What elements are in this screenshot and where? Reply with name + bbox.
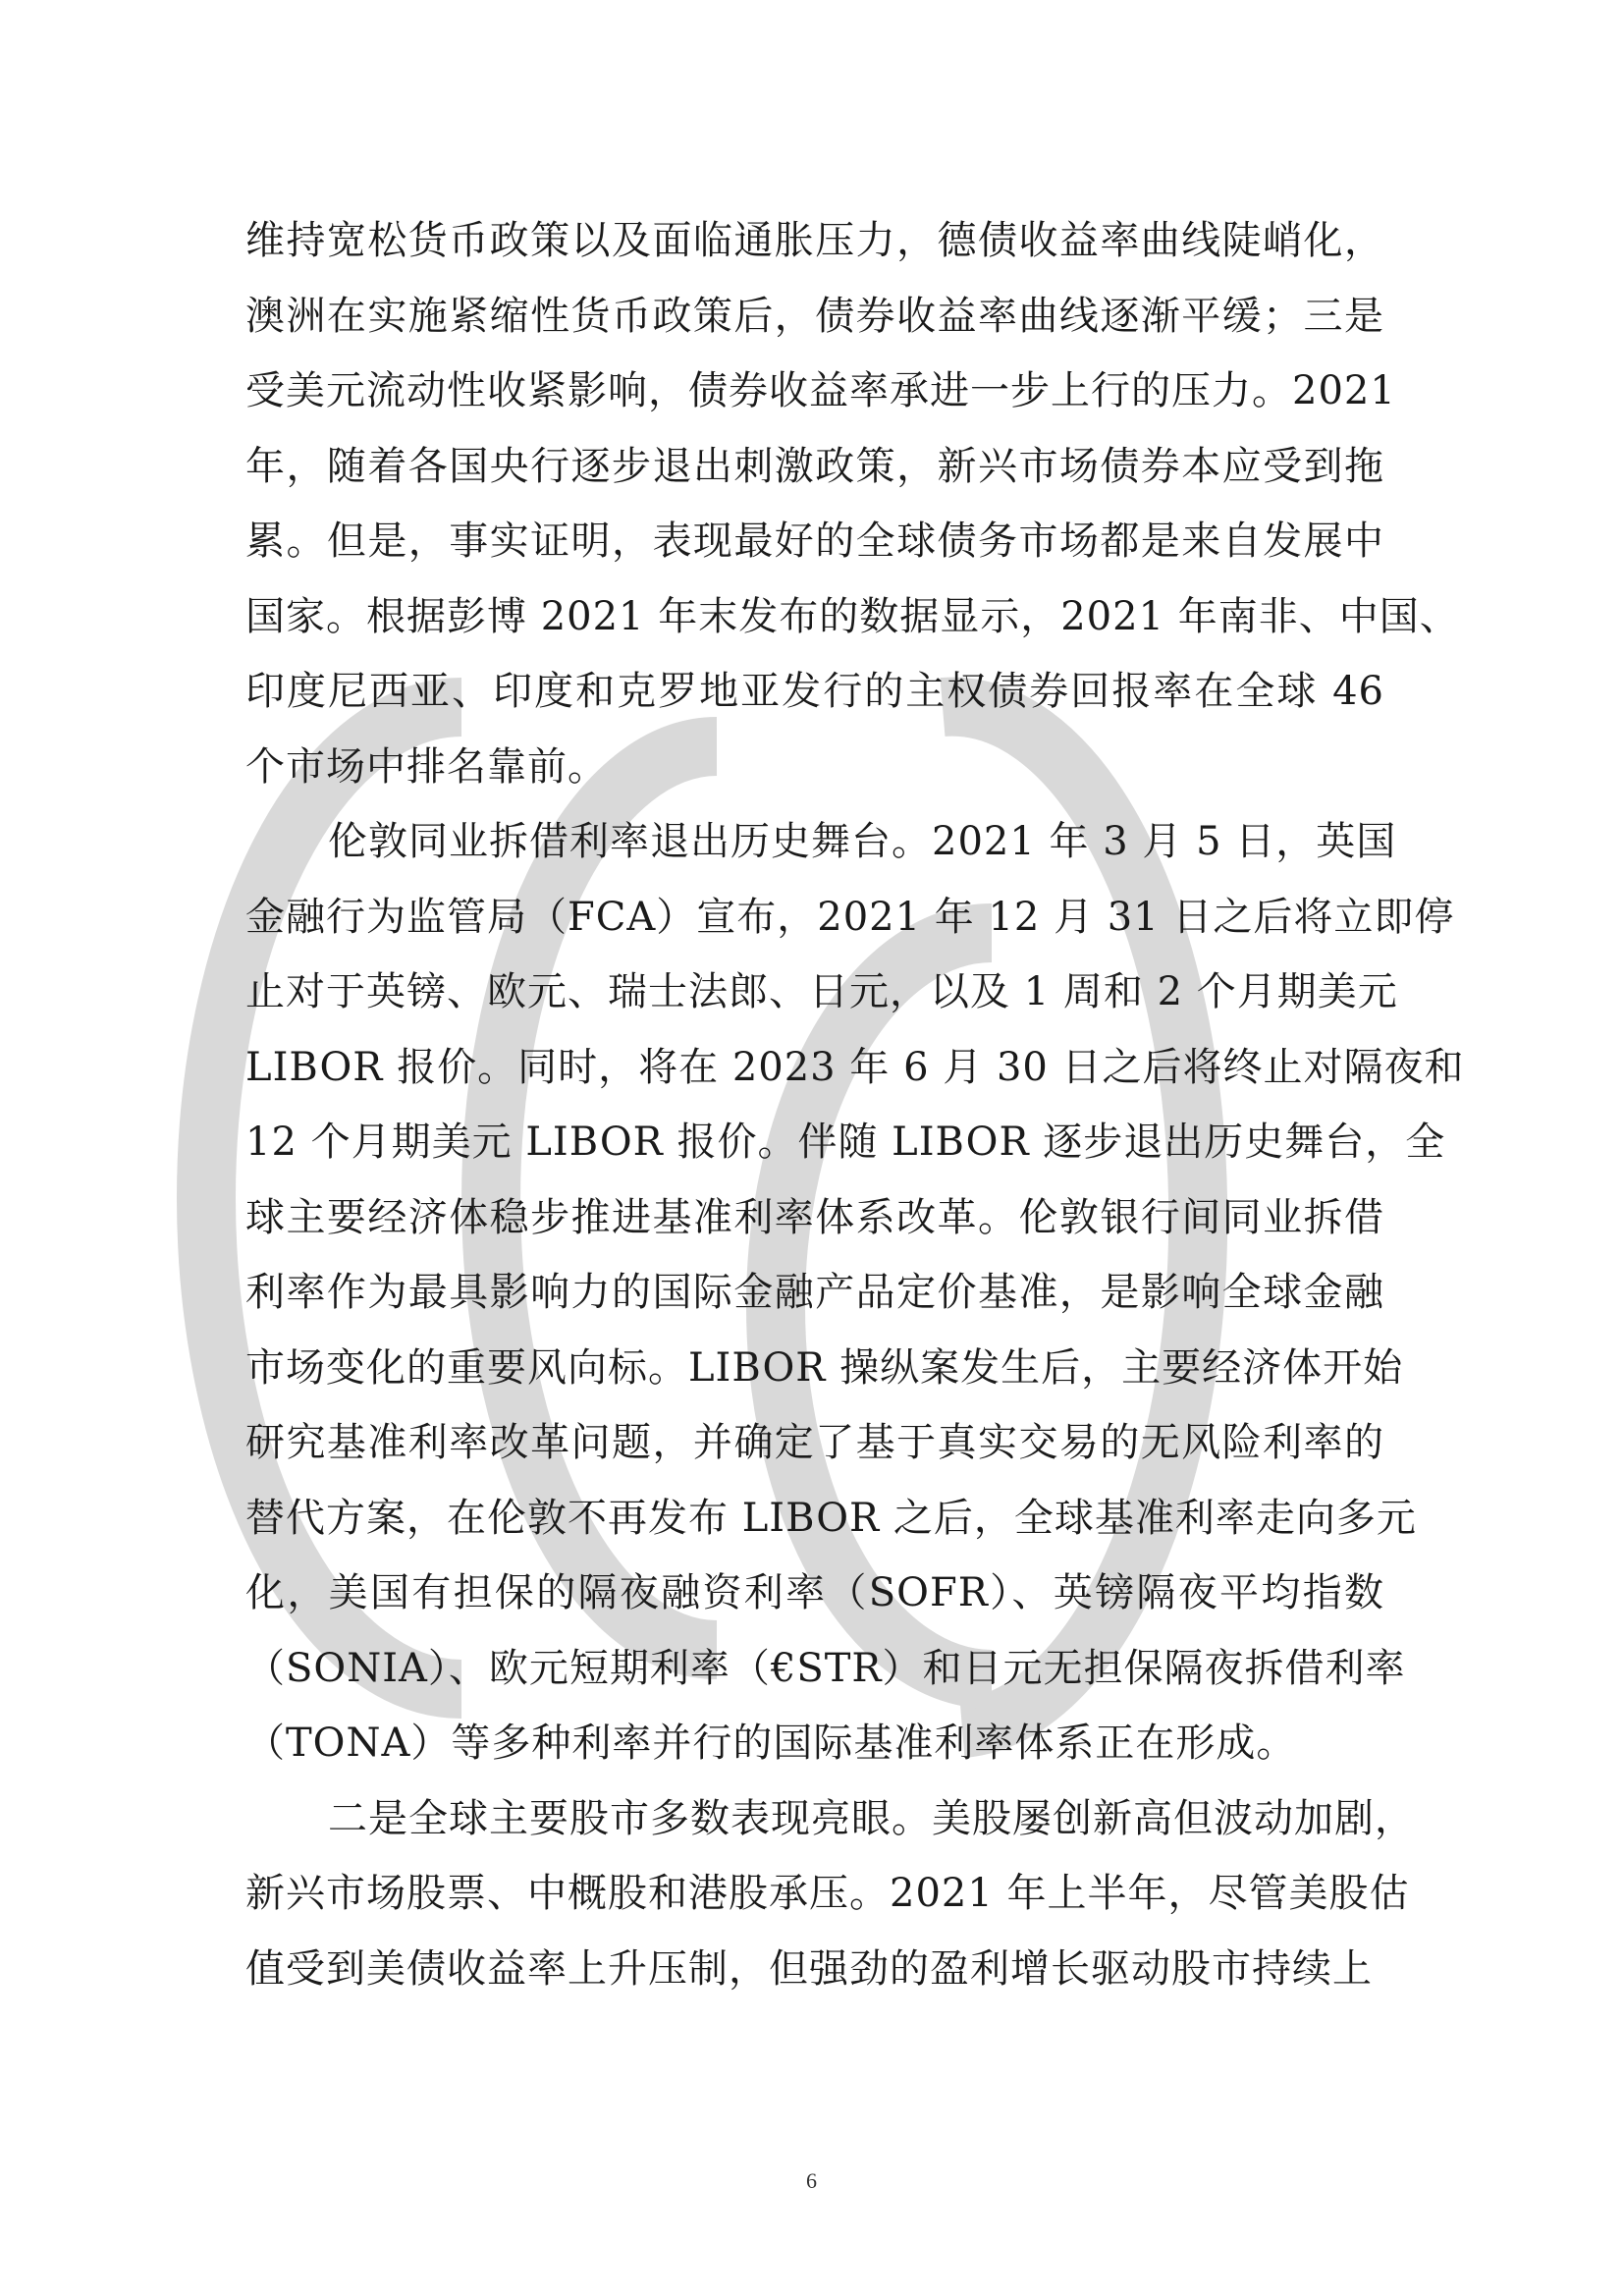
text-line: 二是全球主要股市多数表现亮眼。美股屡创新高但波动加剧， [328,1795,1415,1841]
text-line: 值受到美债收益率上升压制，但强劲的盈利增长驱动股市持续上 [245,1945,1373,1992]
text-line: 维持宽松货币政策以及面临通胀压力，德债收益率曲线陡峭化， [245,218,1384,263]
document-body [245,203,1465,2006]
text-line: 12 个月期美元 LIBOR 报价。伴随 LIBOR 逐步退出历史舞台，全 [245,1120,1446,1165]
text-line: 年，随着各国央行逐步退出刺激政策，新兴市场债券本应受到拖 [245,443,1384,489]
text-line: 研究基准利率改革问题，并确定了基于真实交易的无风险利率的 [245,1420,1384,1465]
text-line: 伦敦同业拆借利率退出历史舞台。2021 年 3 月 5 日，英国 [328,819,1397,864]
paragraph-bond-yields-continued [245,203,1460,804]
text-line: 印度尼西亚、印度和克罗地亚发行的主权债券回报率在全球 46 [245,669,1384,714]
text-line: 受美元流动性收紧影响，债券收益率承进一步上行的压力。2021 [245,368,1396,413]
text-line: 替代方案，在伦敦不再发布 LIBOR 之后，全球基准利率走向多元 [245,1495,1417,1541]
text-line: 市场变化的重要风向标。LIBOR 操纵案发生后，主要经济体开始 [245,1344,1404,1391]
text-line: LIBOR 报价。同时，将在 2023 年 6 月 30 日之后将终止对隔夜和 [245,1044,1465,1090]
text-line: 化，美国有担保的隔夜融资利率（SOFR）、英镑隔夜平均指数 [245,1570,1384,1615]
text-line: 利率作为最具影响力的国际金融产品定价基准，是影响全球金融 [245,1270,1384,1315]
text-line: 个市场中排名靠前。 [245,743,608,790]
paragraph-global-stocks [245,1781,1415,2007]
text-line: 累。但是，事实证明，表现最好的全球债务市场都是来自发展中 [245,519,1384,564]
paragraph-libor-exit [245,804,1465,1781]
text-line: 球主要经济体稳步推进基准利率体系改革。伦敦银行间同业拆借 [245,1194,1384,1240]
text-line: 澳洲在实施紧缩性货币政策后，债券收益率曲线逐渐平缓；三是 [245,293,1384,339]
text-line: 新兴市场股票、中概股和港股承压。2021 年上半年，尽管美股估 [245,1871,1410,1916]
text-line: 国家。根据彭博 2021 年末发布的数据显示，2021 年南非、中国、 [245,593,1460,639]
text-line: （TONA）等多种利率并行的国际基准利率体系正在形成。 [245,1721,1297,1766]
text-line: 止对于英镑、欧元、瑞士法郎、日元，以及 1 周和 2 个月期美元 [245,969,1398,1014]
text-line: （SONIA）、欧元短期利率（€STR）和日元无担保隔夜拆借利率 [245,1645,1406,1691]
text-line: 金融行为监管局（FCA）宣布，2021 年 12 月 31 日之后将立即停 [245,894,1455,940]
page-number: 6 [806,2168,817,2193]
